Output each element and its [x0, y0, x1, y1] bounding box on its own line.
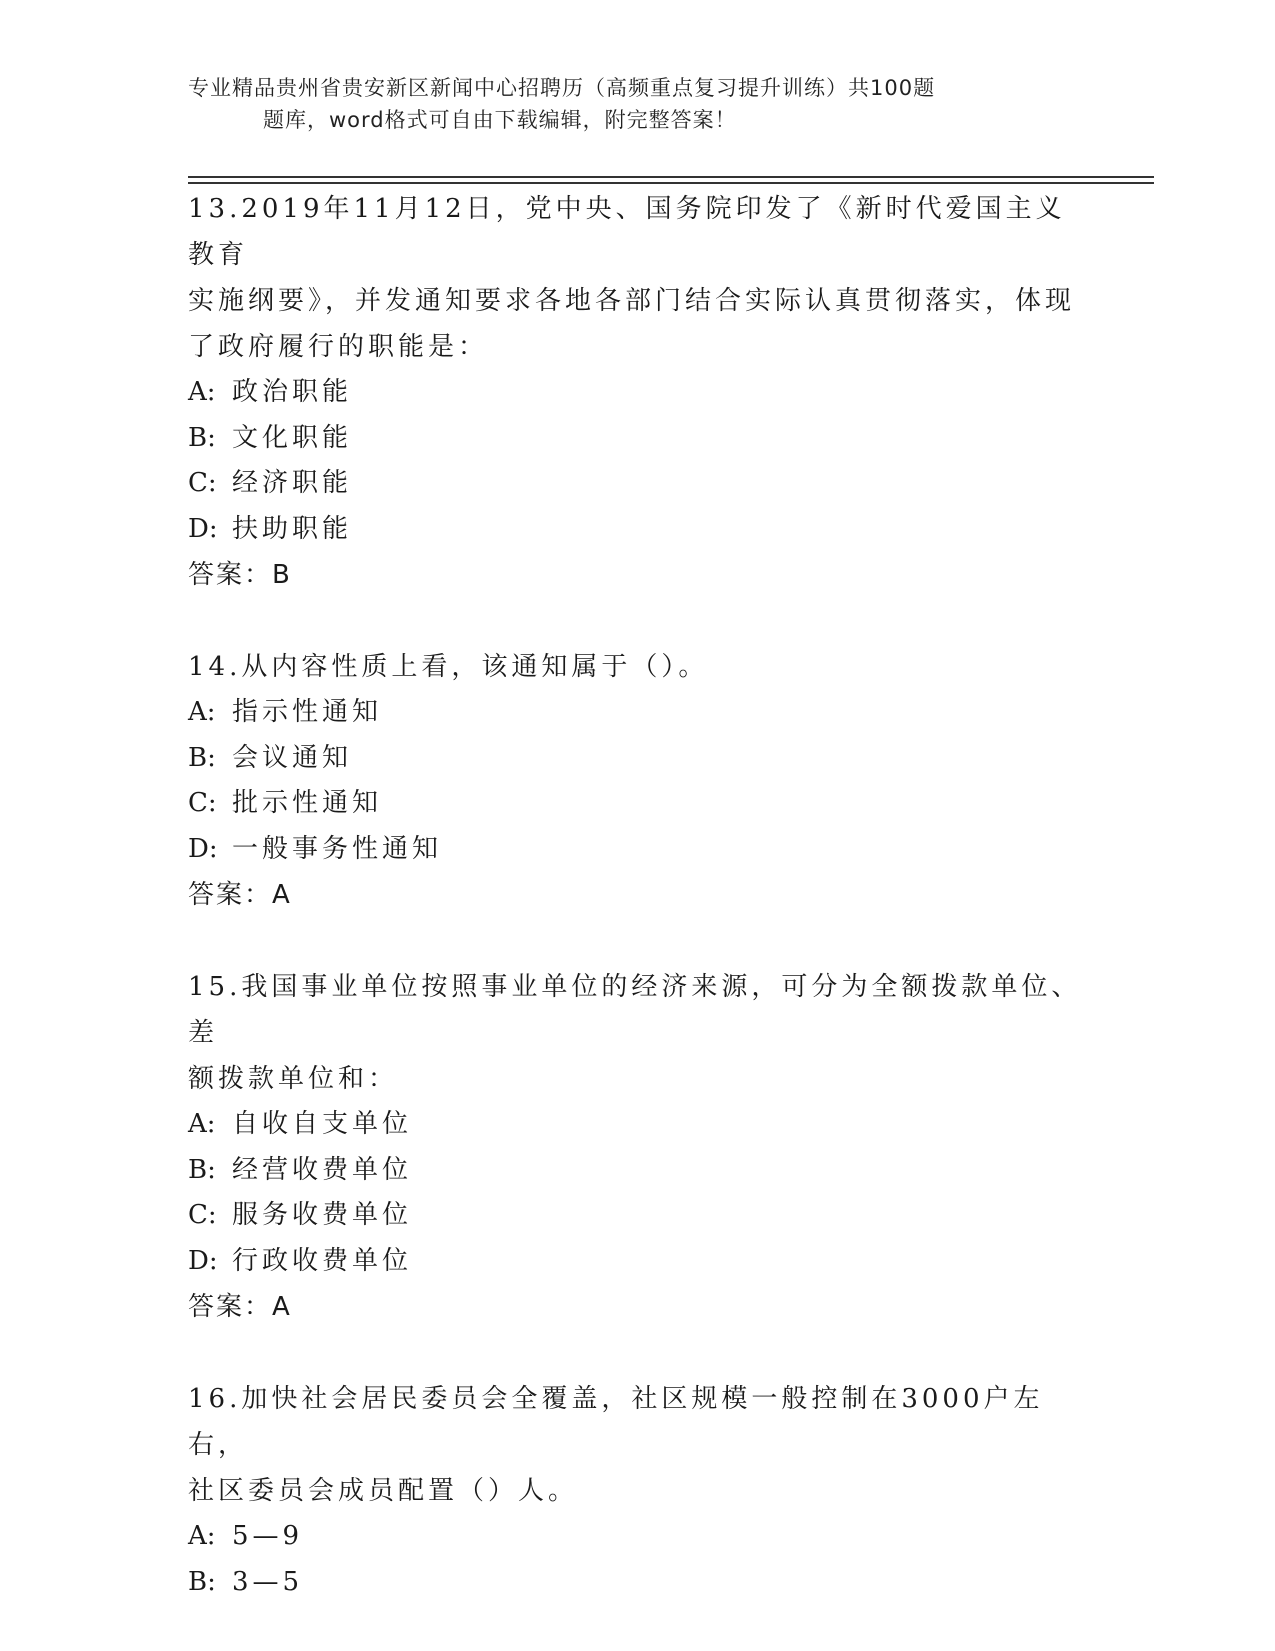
- option-label: B:: [188, 422, 216, 453]
- option-d: [188, 507, 1088, 553]
- option-a: [188, 690, 1088, 736]
- option-c: [188, 781, 1088, 827]
- question-13: [188, 186, 1088, 598]
- question-text-line: 社区委员会成员配置（）人。: [188, 1476, 579, 1506]
- option-text: 5—9: [232, 1521, 304, 1551]
- option-c: [188, 1193, 1088, 1239]
- option-a: [188, 370, 1088, 416]
- option-b: [188, 736, 1088, 782]
- question-text-line: 14.从内容性质上看，该通知属于（）。: [188, 652, 709, 682]
- option-text: 行政收费单位: [232, 1245, 413, 1276]
- option-label: D:: [188, 833, 218, 864]
- header-title-line-1: 专业精品贵州省贵安新区新闻中心招聘历（高频重点复习提升训练）共100题: [188, 76, 936, 100]
- option-text: 一般事务性通知: [232, 833, 443, 864]
- header-title-line-2: 题库，word格式可自由下载编辑，附完整答案！: [263, 108, 737, 132]
- option-label: A:: [188, 1109, 216, 1139]
- option-text: 服务收费单位: [232, 1200, 413, 1230]
- option-text: 批示性通知: [232, 788, 383, 818]
- question-list: [188, 186, 1088, 1651]
- option-text: 自收自支单位: [232, 1109, 413, 1139]
- option-text: 文化职能: [232, 422, 353, 453]
- option-text: 经济职能: [232, 468, 353, 498]
- option-a: [188, 1514, 1088, 1560]
- option-label: B:: [188, 1566, 216, 1597]
- option-label: D:: [188, 1245, 218, 1276]
- option-b: [188, 1560, 1088, 1606]
- question-16: [188, 1376, 1088, 1605]
- option-d: [188, 1239, 1088, 1285]
- option-a: [188, 1102, 1088, 1148]
- option-text: 政治职能: [232, 377, 353, 407]
- question-text-line: 13.2019年11月12日，党中央、国务院印发了《新时代爱国主义教育: [188, 194, 1066, 270]
- option-label: A:: [188, 377, 216, 407]
- option-text: 扶助职能: [232, 513, 353, 544]
- option-b: [188, 416, 1088, 462]
- option-label: C:: [188, 788, 217, 818]
- option-c: [188, 461, 1088, 507]
- option-label: B:: [188, 742, 216, 773]
- option-text: 会议通知: [232, 742, 353, 773]
- question-text-line: 了政府履行的职能是：: [188, 332, 489, 362]
- option-label: D:: [188, 513, 218, 544]
- question-text-line: 实施纲要》，并发通知要求各地各部门结合实际认真贯彻落实，体现: [188, 286, 1076, 316]
- question-text-line: 15.我国事业单位按照事业单位的经济来源，可分为全额拨款单位、差: [188, 972, 1082, 1048]
- option-text: 指示性通知: [232, 697, 383, 727]
- option-text: 3—5: [232, 1566, 304, 1597]
- option-label: A:: [188, 1521, 216, 1551]
- question-14: [188, 644, 1088, 918]
- option-label: A:: [188, 697, 216, 727]
- document-header: [188, 72, 1058, 136]
- option-label: C:: [188, 468, 217, 498]
- answer-line: 答案：B: [188, 560, 292, 590]
- option-text: 经营收费单位: [232, 1154, 413, 1185]
- header-rule-top: [188, 176, 1154, 178]
- option-label: C:: [188, 1200, 217, 1230]
- answer-line: 答案：A: [188, 880, 292, 910]
- question-text-line: 16.加快社会居民委员会全覆盖，社区规模一般控制在3000户左右，: [188, 1384, 1044, 1460]
- option-d: [188, 827, 1088, 873]
- answer-line: 答案：A: [188, 1292, 292, 1322]
- header-rule-bottom: [188, 182, 1154, 184]
- question-text-line: 额拨款单位和：: [188, 1064, 399, 1094]
- option-label: B:: [188, 1154, 216, 1185]
- question-15: [188, 964, 1088, 1330]
- option-b: [188, 1148, 1088, 1194]
